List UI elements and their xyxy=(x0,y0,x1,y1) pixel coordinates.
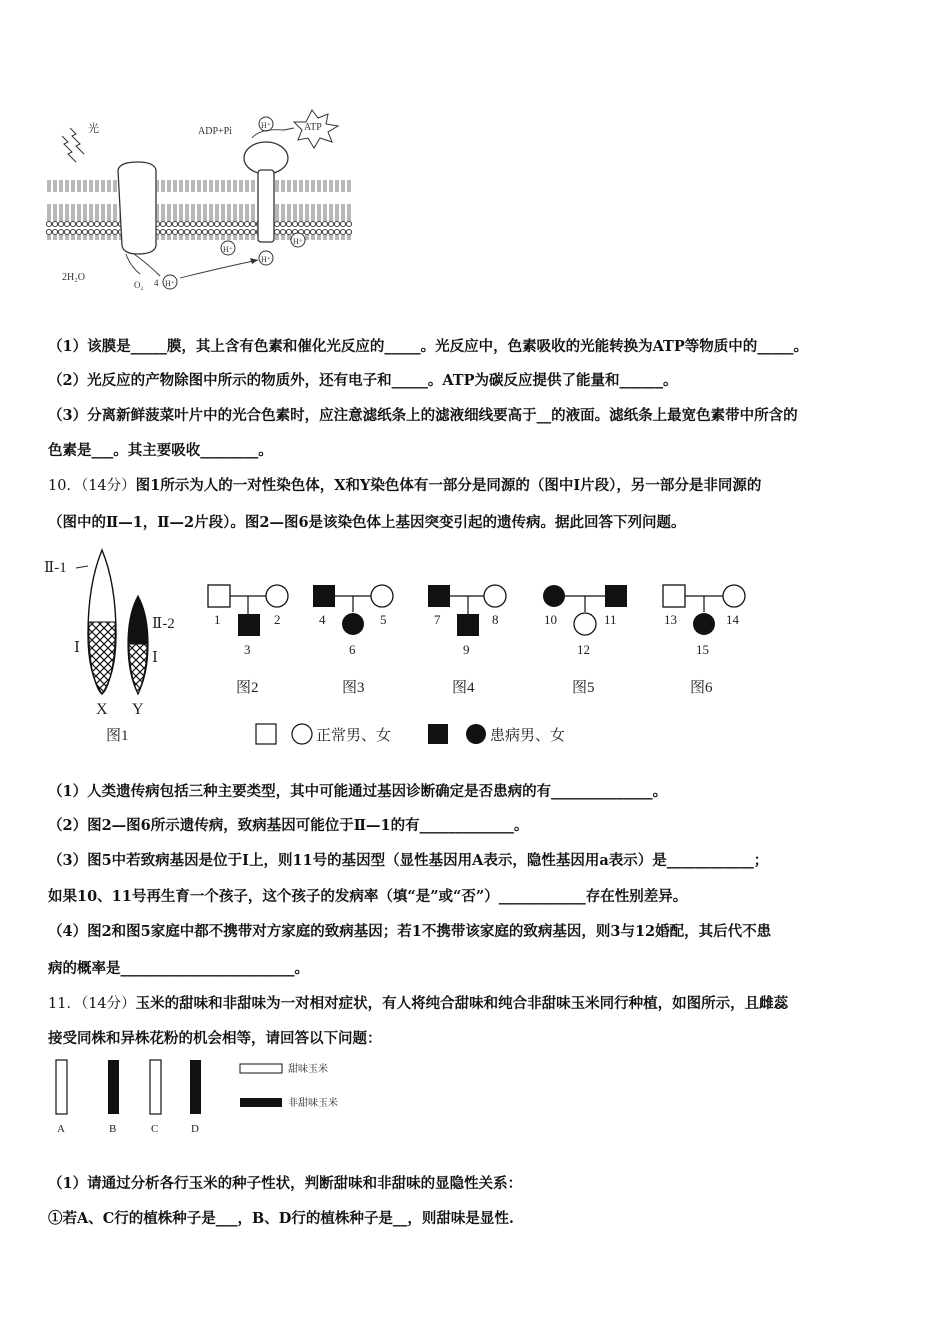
n2: 2 xyxy=(274,612,281,627)
q10-part3-line2: 如果10、11号再生育一个孩子，这个孩子的发病率（填“是”或“否”）____________存在性别差异。 xyxy=(48,888,688,905)
legend-nonsweet: 非甜味玉米 xyxy=(288,1098,338,1109)
n12: 12 xyxy=(577,642,590,657)
ii1-label: Ⅱ-1 xyxy=(44,560,67,576)
row-d-nonsweet xyxy=(190,1060,201,1114)
pedigree-fig6 xyxy=(663,585,745,696)
q10-part1: （1）人类遗传病包括三种主要类型，其中可能通过基因诊断确定是否患病的有______________。 xyxy=(48,783,668,800)
n1: 1 xyxy=(214,612,221,627)
q11-part1: （1）请通过分析各行玉米的种子性状，判断甜味和非甜味的显隐性关系： xyxy=(48,1175,523,1192)
four-label: 4 xyxy=(154,278,159,288)
seg-i-x-label: Ⅰ xyxy=(74,640,80,656)
n10: 10 xyxy=(544,612,557,627)
corn-rows-figure xyxy=(48,1056,368,1140)
row-c-sweet xyxy=(150,1060,161,1114)
row-a-label: A xyxy=(57,1123,65,1135)
q11-score: （14分） xyxy=(80,996,136,1012)
pedigree-fig2 xyxy=(208,585,288,696)
legend-sweet: 甜味玉米 xyxy=(288,1064,328,1075)
row-d-label: D xyxy=(191,1123,199,1135)
h-plus-label: H⁺ xyxy=(223,245,233,254)
h-plus-label: H⁺ xyxy=(293,237,303,246)
q10-intro-line1 xyxy=(48,474,761,495)
n7: 7 xyxy=(434,612,441,627)
o2-label: O₂ xyxy=(134,280,144,290)
row-c-label: C xyxy=(151,1123,159,1135)
q9-part3-line2: 色素是___。其主要吸收________。 xyxy=(48,442,273,459)
q11-number: 11． xyxy=(48,996,81,1012)
lipid-bilayer xyxy=(46,180,352,240)
n9: 9 xyxy=(463,642,470,657)
n8: 8 xyxy=(492,612,499,627)
n14: 14 xyxy=(726,612,739,627)
q9-part2: （2）光反应的产物除图中所示的物质外，还有电子和_____。ATP为碳反应提供了能量和______。 xyxy=(48,372,678,389)
q10-number: 10． xyxy=(48,478,81,494)
q10-part2: （2）图2—图6所示遗传病，致病基因可能位于Ⅱ—1的有_____________。 xyxy=(48,817,529,834)
x-label: X xyxy=(96,701,108,718)
legend-affected: 患病男、女 xyxy=(490,728,566,744)
fig6-label: 图6 xyxy=(690,680,713,696)
row-a-sweet xyxy=(56,1060,67,1114)
y-label: Y xyxy=(132,701,144,718)
water-label: 2H₂O xyxy=(62,272,85,283)
legend-normal: 正常男、女 xyxy=(316,728,392,744)
light-arrow xyxy=(70,128,84,154)
n4: 4 xyxy=(319,612,326,627)
pedigree-fig5 xyxy=(543,585,627,696)
legend-sweet-swatch xyxy=(240,1064,282,1073)
h-plus-label: H⁺ xyxy=(261,255,271,264)
atp-synthase-stalk xyxy=(258,170,274,242)
seg-i-y-label: Ⅰ xyxy=(152,650,158,666)
q10-intro-line2: （图中的Ⅱ—1，Ⅱ—2片段）。图2—图6是该染色体上基因突变引起的遗传病。据此回答下列问题。 xyxy=(48,514,686,531)
q10-part4-line1: （4）图2和图5家庭中都不携带对方家庭的致病基因；若1不携带该家庭的致病基因，则3与12婚配，其后代不患 xyxy=(48,923,772,940)
h-plus-label: H⁺ xyxy=(261,121,271,130)
adp-pi-label: ADP+Pi xyxy=(198,126,232,137)
q10-part4-line2: 病的概率是________________________。 xyxy=(48,960,309,977)
atp-label: ATP xyxy=(304,122,322,133)
fig1-label: 图1 xyxy=(106,728,129,744)
q10-score: （14分） xyxy=(80,478,136,494)
n13: 13 xyxy=(664,612,677,627)
h-plus-label: H⁺ xyxy=(165,279,175,288)
pedigree-fig4 xyxy=(428,585,506,696)
photosystem-protein xyxy=(118,162,156,254)
legend-nonsweet-swatch xyxy=(240,1098,282,1107)
fig5-label: 图5 xyxy=(572,680,595,696)
n6: 6 xyxy=(349,642,356,657)
pedigree-figure xyxy=(40,544,760,754)
q11-intro-line2: 接受同株和异株花粉的机会相等，请回答以下问题： xyxy=(48,1030,382,1047)
light-arrow xyxy=(62,136,76,162)
q11-part1-case1: ①若A、C行的植株种子是___，B、D行的植株种子是__，则甜味是显性. xyxy=(48,1210,514,1227)
fig3-label: 图3 xyxy=(342,680,365,696)
q11-intro-line1 xyxy=(48,992,788,1013)
q10-part3-line1: （3）图5中若致病基因是位于Ⅰ上，则11号的基因型（显性基因用A表示，隐性基因用a表示）是____________； xyxy=(48,852,769,869)
fig4-label: 图4 xyxy=(452,680,475,696)
q11-intro-text: 玉米的甜味和非甜味为一对相对症状，有人将纯合甜味和纯合非甜味玉米同行种植，如图所示，且雌蕊 xyxy=(135,995,789,1012)
n5: 5 xyxy=(380,612,387,627)
ii2-label: Ⅱ-2 xyxy=(152,616,175,632)
pedigree-legend xyxy=(256,724,565,744)
pedigree-fig3 xyxy=(313,585,393,696)
n11: 11 xyxy=(604,612,617,627)
q9-part3-line1: （3）分离新鲜菠菜叶片中的光合色素时，应注意滤纸条上的滤液细线要高于__的液面。滤纸条上最宽色素带中所含的 xyxy=(48,407,798,424)
n3: 3 xyxy=(244,642,251,657)
n15: 15 xyxy=(696,642,709,657)
atp-synthase-head xyxy=(244,142,288,174)
light-label: 光 xyxy=(88,123,99,135)
q9-part1: （1）该膜是_____膜，其上含有色素和催化光反应的_____。光反应中，色素吸收的光能转换为ATP等物质中的_____。 xyxy=(48,338,808,355)
membrane-figure xyxy=(40,108,370,298)
fig2-label: 图2 xyxy=(236,680,259,696)
q10-intro-text: 图1所示为人的一对性染色体，X和Y染色体有一部分是同源的（图中Ⅰ片段），另一部分是非同源的 xyxy=(135,477,762,494)
row-b-nonsweet xyxy=(108,1060,119,1114)
row-b-label: B xyxy=(109,1123,117,1135)
